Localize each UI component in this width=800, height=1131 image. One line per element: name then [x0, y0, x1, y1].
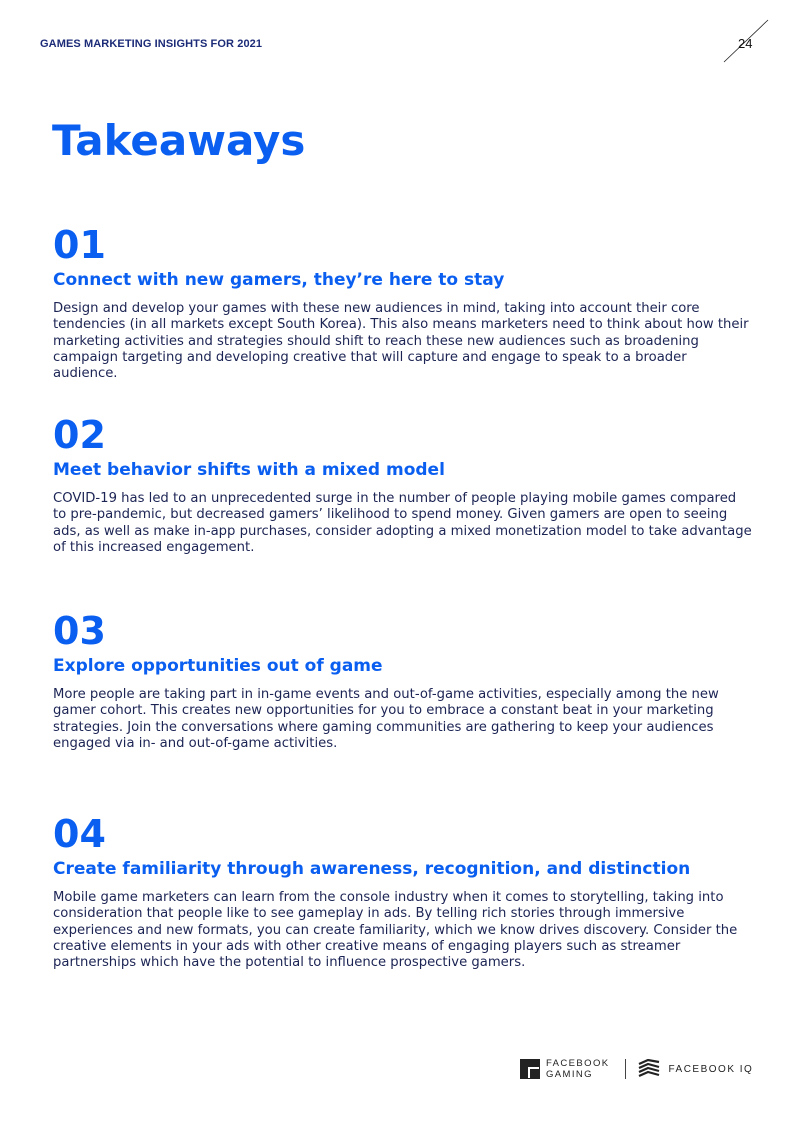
- takeaway-heading: Explore opportunities out of game: [53, 656, 383, 676]
- document-header: GAMES MARKETING INSIGHTS FOR 2021: [40, 38, 263, 50]
- facebook-iq-logo-text: FACEBOOK IQ: [668, 1063, 754, 1075]
- facebook-gaming-logo-text: [546, 1058, 609, 1080]
- takeaway-number: 04: [53, 812, 106, 856]
- takeaway-number: 03: [53, 609, 106, 653]
- takeaway-body: More people are taking part in in-game events and out-of-game activities, especially among the new gamer cohort. This creates new opportunities for you to embrace a constant beat in your marketing strategies. Join the conversations where gaming communities are gathering to keep your audiences engaged via in- and out-of-game activities.: [53, 687, 719, 751]
- facebook-gaming-logo-icon: [520, 1059, 540, 1079]
- takeaway-body: Mobile game marketers can learn from the console industry when it comes to storytelling, taking into consideration that people like to see gameplay in ads. By telling rich stories through immersive experiences and new formats, you can create familiarity, which we know drives discovery. Consider the creative elements in your ads with other creative means of engaging players such as streamer partnerships which have the potential to influence prospective gamers.: [53, 890, 738, 971]
- logo-divider: [625, 1059, 626, 1079]
- takeaway-number: 01: [53, 223, 106, 267]
- page-title: Takeaways: [52, 116, 306, 165]
- takeaway-03: [53, 611, 753, 752]
- takeaway-heading: Meet behavior shifts with a mixed model: [53, 460, 445, 480]
- takeaway-number: 02: [53, 413, 106, 457]
- takeaway-heading: Create familiarity through awareness, recognition, and distinction: [53, 859, 691, 879]
- facebook-iq-logo-icon: [638, 1059, 660, 1079]
- logo-line: GAMING: [546, 1069, 593, 1080]
- takeaway-body: Design and develop your games with these new audiences in mind, taking into account their core tendencies (in all markets except South Korea). This also means marketers need to think about how their marketing activities and strategies should shift to reach these new audiences such as broadening campaign targeting and developing creative that will capture and engage to speak to a broader audience.: [53, 301, 749, 382]
- takeaway-heading: Connect with new gamers, they’re here to stay: [53, 270, 505, 290]
- takeaway-01: [53, 225, 753, 382]
- takeaway-02: [53, 415, 753, 556]
- takeaway-04: [53, 814, 753, 971]
- takeaway-body: COVID-19 has led to an unprecedented surge in the number of people playing mobile games compared to pre-pandemic, but decreased gamers’ likelihood to spend money. Given gamers are open to seeing ads, as well as make in-app purchases, consider adopting a mixed monetization model to take advantage of this increased engagement.: [53, 491, 752, 555]
- footer-logos: [520, 1058, 753, 1080]
- page-number: 24: [738, 36, 753, 51]
- logo-line: FACEBOOK: [546, 1058, 610, 1069]
